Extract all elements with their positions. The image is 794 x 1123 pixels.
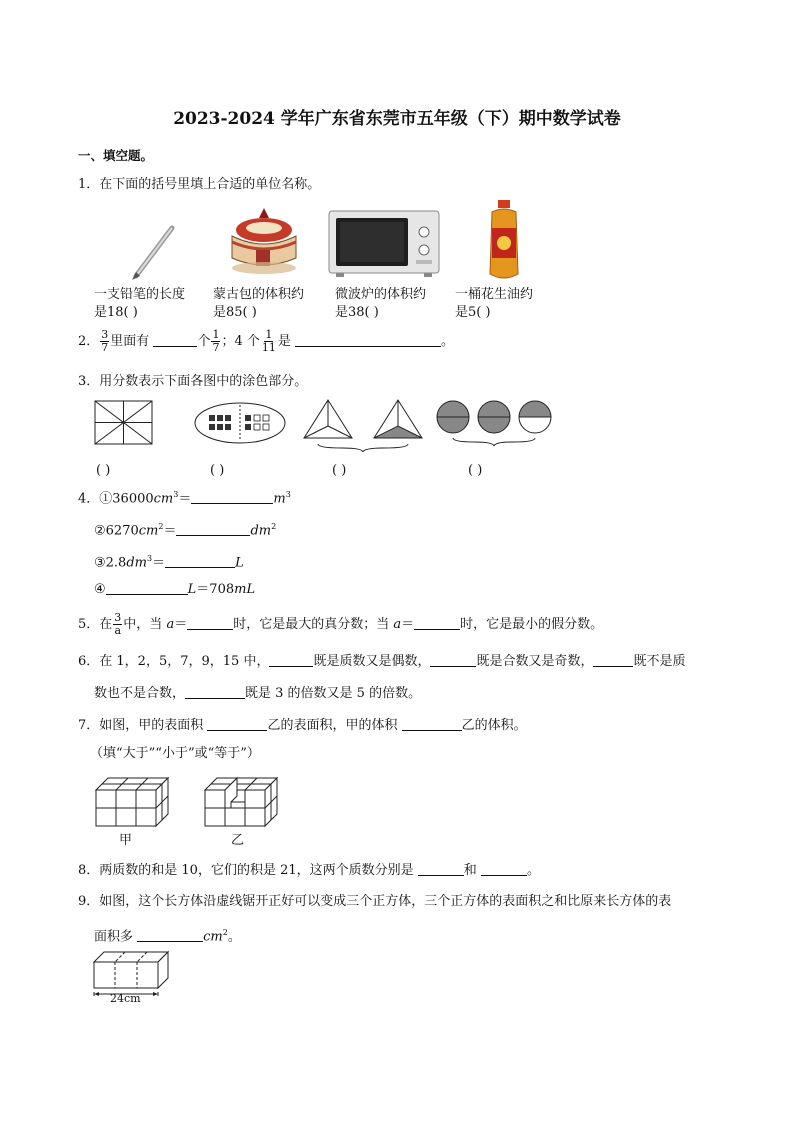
answer-paren[interactable]: ( ) <box>332 463 347 478</box>
answer-blank[interactable] <box>295 332 441 347</box>
question-9-line-1: 9．如图，这个长方体沿虚线锯开正好可以变成三个正方体，三个正方体的表面积之和比原来长方体的表 <box>78 894 672 909</box>
answer-paren[interactable]: ( ) <box>210 463 225 478</box>
question-2: 2． $\frac{3}{7}$ 里面有 个 $\frac{1}{7}$ ；4 个 $\frac{1}{11}$ 是 。 <box>78 328 455 354</box>
fraction-1-11: $\frac{1}{11}$ <box>261 328 276 354</box>
answer-blank[interactable] <box>191 489 273 504</box>
answer-paren[interactable]: ( ) <box>96 463 111 478</box>
caption-yurt: 蒙古包的体积约 是85( ) <box>213 287 305 320</box>
question-6-line-2: 数也不是合数， 既是 3 的倍数又是 5 的倍数。 <box>94 686 422 701</box>
figure-cube-block-jia <box>96 776 172 830</box>
yurt-image <box>226 206 302 282</box>
figure-two-triangles <box>302 398 434 454</box>
question-3: 3．用分数表示下面各图中的涂色部分。 <box>78 374 308 389</box>
fraction-1-7: $\frac{1}{7}$ <box>212 328 220 354</box>
section-heading: 一、填空题。 <box>78 148 154 163</box>
oil-bottle-image <box>484 198 524 282</box>
figure-three-circles <box>435 400 557 452</box>
question-8: 8．两质数的和是 10，它们的积是 21，这两个质数分别是 和 。 <box>78 863 540 878</box>
answer-blank[interactable] <box>402 716 462 731</box>
figure-cube-block-yi <box>205 776 281 830</box>
answer-blank[interactable] <box>418 861 464 876</box>
question-4-line-1: 4．$①36000cm^3= m^3$ <box>78 490 291 507</box>
answer-blank[interactable] <box>430 652 476 667</box>
answer-blank[interactable] <box>106 580 188 595</box>
caption-microwave: 微波炉的体积约 是38( ) <box>335 287 427 320</box>
answer-blank[interactable] <box>269 652 313 667</box>
question-4-line-3: $③2.8dm^3= L$ <box>94 554 244 571</box>
question-7-hint: （填“大于”“小于”或“等于”） <box>90 746 260 761</box>
microwave-image <box>328 210 440 278</box>
question-5: 5．在 $\frac{3}{a}$ 中，当 a＝ 时，它是最大的真分数；当 a＝ 时，它是最小的假分数。 <box>78 611 604 637</box>
pencil-image <box>128 222 178 282</box>
dimension-label: 24cm <box>110 992 141 1005</box>
answer-blank[interactable] <box>207 716 267 731</box>
figure-square-divided <box>94 400 154 446</box>
question-4-line-4: ④ L＝708mL <box>94 582 256 597</box>
caption-pencil: 一支铅笔的长度 是18( ) <box>94 287 186 320</box>
label-yi: 乙 <box>231 833 245 848</box>
answer-blank[interactable] <box>414 615 460 630</box>
question-7: 7．如图，甲的表面积 乙的表面积，甲的体积 乙的体积。 <box>78 718 527 733</box>
answer-blank[interactable] <box>137 927 203 942</box>
answer-blank[interactable] <box>153 332 197 347</box>
answer-blank[interactable] <box>593 652 633 667</box>
fraction-3-7: $\frac{3}{7}$ <box>101 328 109 354</box>
fraction-3-a: $\frac{3}{a}$ <box>114 611 122 637</box>
answer-blank[interactable] <box>185 684 245 699</box>
answer-blank[interactable] <box>165 553 235 568</box>
question-9-line-2: 面积多 $cm^2$。 <box>94 928 241 945</box>
question-1: 1．在下面的括号里填上合适的单位名称。 <box>78 177 321 192</box>
answer-blank[interactable] <box>481 861 527 876</box>
figure-ellipse-squares <box>193 401 287 445</box>
question-4-line-2: $②6270cm^2= dm^2$ <box>94 522 277 539</box>
label-jia: 甲 <box>119 833 133 848</box>
answer-paren[interactable]: ( ) <box>468 463 483 478</box>
caption-oil: 一桶花生油约 是5( ) <box>455 287 534 320</box>
answer-blank[interactable] <box>176 521 250 536</box>
page-title: 2023-2024 学年广东省东莞市五年级（下）期中数学试卷 <box>173 109 621 129</box>
answer-blank[interactable] <box>187 615 233 630</box>
question-6-line-1: 6．在 1，2，5，7，9，15 中， 既是质数又是偶数， 既是合数又是奇数， 既不是质 <box>78 654 686 669</box>
